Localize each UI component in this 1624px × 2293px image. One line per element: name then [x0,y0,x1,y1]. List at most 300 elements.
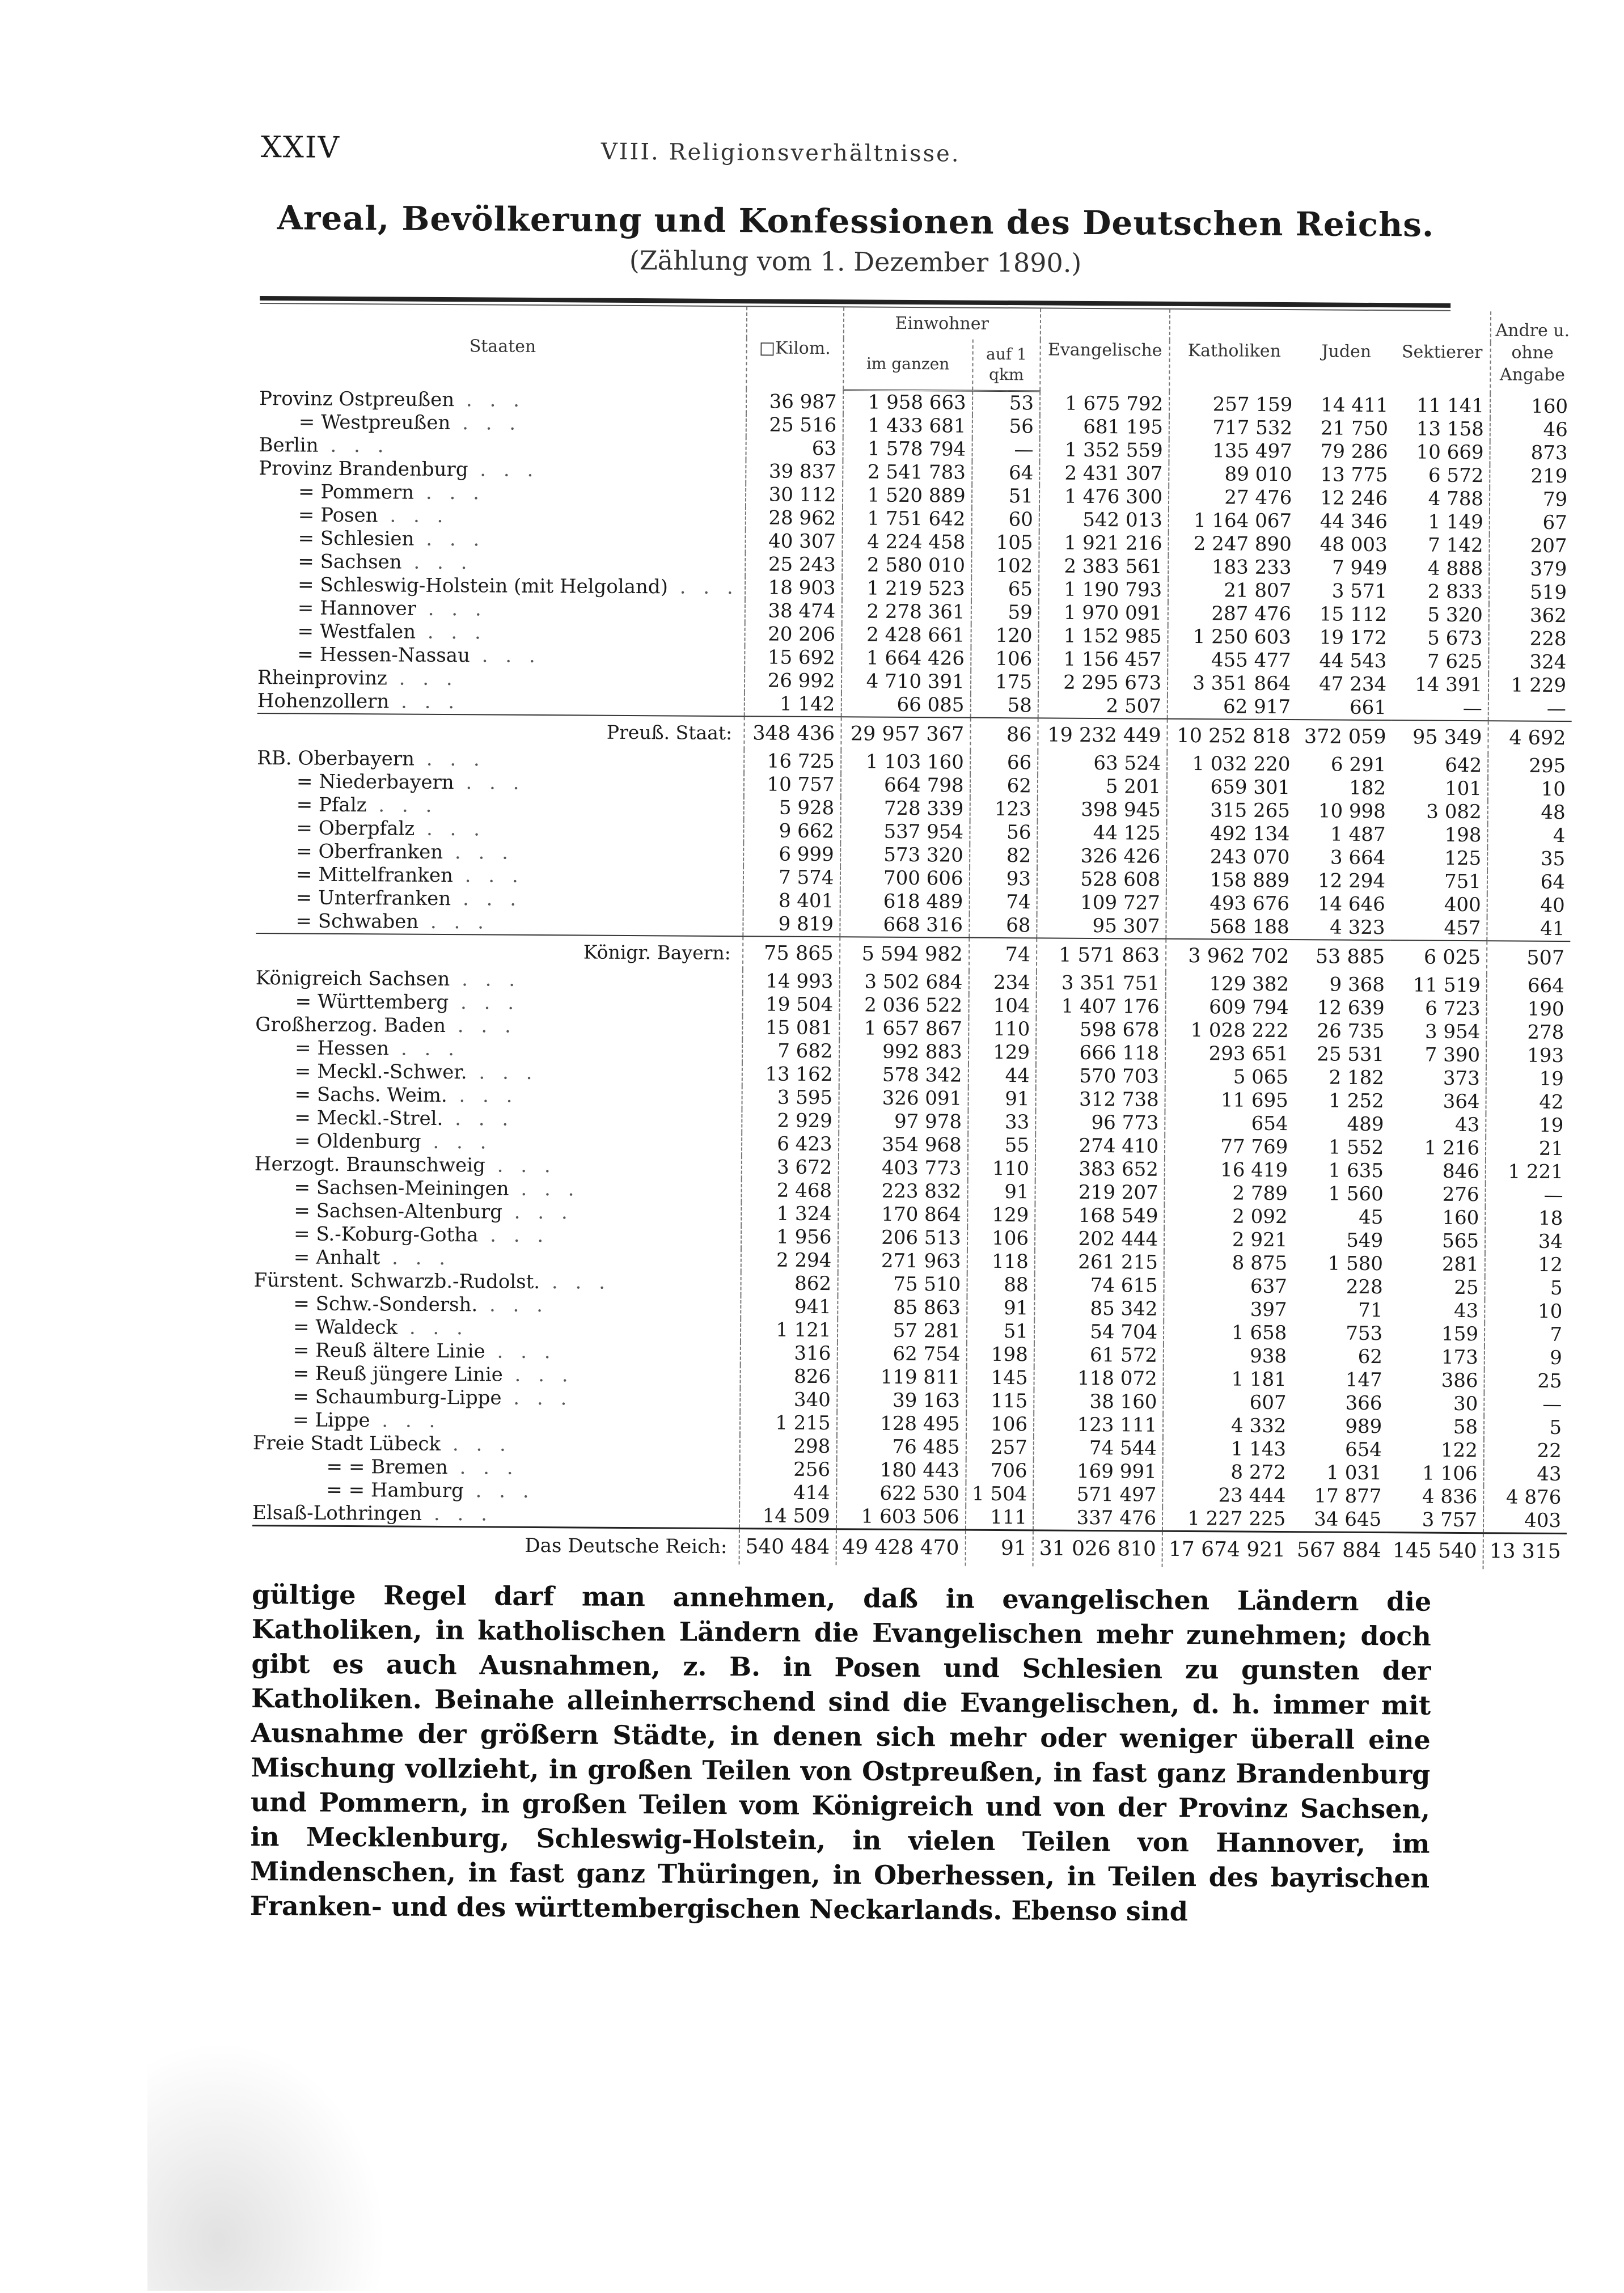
cell-evangelische: 219 207 [1035,1181,1164,1204]
grand-total-row [252,1525,1567,1569]
leader-dots: . . . [449,991,520,1015]
cell-evangelische: 1 156 457 [1038,648,1168,671]
cell-qkm: 6 423 [742,1132,839,1156]
state-name: = Reuß jüngere Linie [293,1362,503,1386]
cell-evangelische: 598 678 [1036,1018,1165,1042]
state-name: = Meckl.-Schwer. [294,1060,467,1084]
cell-einwohner: 326 091 [839,1086,968,1110]
cell-einwohner: 5 594 982 [840,937,969,971]
state-name: Freie Stadt Lübeck [252,1432,441,1456]
state-name: = Schwaben [295,909,419,934]
cell-andere: 10 [1488,777,1571,801]
cell-juden: 1 252 [1329,1089,1384,1113]
cell-andere: — [1488,697,1572,721]
leader-dots: . . . [450,968,521,992]
col-sektierer: Sektierer [1401,342,1483,363]
cell-katholiken: 27 476 [1169,486,1297,510]
cell-qkm: 14 993 [742,970,839,993]
cell-evangelische: 2 295 673 [1038,671,1168,695]
cell-dichte: 110 [969,1017,1037,1041]
cell-sektierer: 6 723 [1425,997,1481,1021]
state-name: = Hessen-Nassau [297,643,471,667]
cell-sektierer: 6 572 [1428,464,1484,488]
cell-qkm: 340 [740,1388,837,1412]
cell-evangelische: 666 118 [1036,1041,1165,1065]
cell-evangelische: 1 352 559 [1039,438,1169,462]
cell-qkm: 298 [739,1435,836,1458]
state-name-cell [255,990,742,1016]
cell-juden: 753 [1346,1322,1383,1346]
cell-einwohner: 4 710 391 [841,670,971,693]
cell-andere: 207 [1489,534,1572,558]
cell-qkm: 316 [740,1342,837,1365]
cell-dichte: 175 [971,670,1039,694]
document-page [249,130,1570,1931]
cell-dichte: 66 [970,751,1038,775]
state-name-cell [254,1246,741,1272]
leader-dots: . . . [397,1316,469,1340]
cell-andere: 25 [1484,1369,1567,1393]
cell-sektierer: 122 [1440,1439,1478,1462]
cell-sektierer: 5 320 [1427,603,1483,627]
cell-einwohner: 728 339 [840,797,970,820]
cell-juden: 1 580 [1327,1252,1384,1276]
cell-dichte: 53 [972,391,1041,415]
cell-dichte: 33 [968,1110,1036,1134]
cell-einwohner: 573 320 [840,843,970,867]
cell-katholiken: 16 419 [1165,1158,1293,1182]
cell-einwohner: 1 657 867 [839,1017,969,1040]
leader-dots: . . . [415,817,486,841]
state-name: = Hessen [294,1036,390,1060]
cell-sektierer: 3 954 [1424,1020,1481,1044]
state-name-cell [255,1036,742,1063]
cell-juden: 15 112 [1319,603,1388,627]
cell-einwohner: 97 978 [839,1110,968,1133]
leader-dots: . . . [389,690,460,714]
cell-dichte: 706 [966,1459,1034,1483]
col-qkilom: □Kilom. [746,307,844,390]
col-katholiken: Katholiken [1169,310,1299,393]
cell-juden: 1 635 [1328,1159,1384,1183]
cell-dichte: 82 [970,844,1038,868]
cell-qkm: 13 162 [742,1063,839,1086]
leader-dots: . . . [463,1479,535,1503]
cell-einwohner: 128 495 [837,1412,966,1436]
cell-andere: 43 [1483,1462,1567,1486]
state-name-cell [257,793,744,819]
cell-sektierer: 4 836 [1422,1485,1478,1509]
cell-juden: 372 059 [1296,720,1392,754]
cell-dichte: 86 [970,717,1038,751]
cell-katholiken: 607 [1163,1391,1292,1415]
cell-evangelische: 571 497 [1033,1483,1162,1507]
cell-katholiken: 2 247 890 [1169,532,1297,556]
table-subtitle: (Zählung vom 1. Dezember 1890.) [629,244,1082,278]
cell-andere: — [1485,1183,1568,1207]
state-name-cell [255,1106,742,1132]
cell-dichte: 91 [968,1087,1036,1111]
table-body [252,386,1574,1569]
cell-einwohner: 1 664 426 [841,646,971,670]
cell-einwohner: 664 798 [840,773,970,797]
leader-dots: . . . [416,597,487,621]
cell-katholiken: 717 532 [1169,416,1298,440]
cell-einwohner: 4 224 458 [842,530,971,554]
cell-katholiken: 1 658 [1164,1321,1292,1345]
cell-evangelische: 74 544 [1034,1436,1163,1460]
cell-evangelische: 63 524 [1038,751,1167,775]
cell-andere: 35 [1487,847,1571,871]
cell-sektierer: 4 788 [1428,487,1484,511]
state-name: = Sachsen-Meiningen [294,1176,509,1200]
cell-sektierer: 13 158 [1416,417,1484,441]
cell-dichte: 59 [971,600,1039,624]
cell-evangelische: 1 970 091 [1039,601,1168,625]
cell-katholiken: 89 010 [1169,463,1297,486]
cell-katholiken: 158 889 [1166,869,1295,892]
leader-dots: . . . [509,1177,580,1201]
cell-qkm: 2 468 [741,1179,838,1203]
state-name: Hohenzollern [257,689,390,713]
cell-qkm: 9 662 [743,819,840,843]
cell-dichte: 74 [969,890,1037,914]
state-name: Fürstent. Schwarzb.-Rudolst. [253,1269,540,1294]
cell-juden: 1 487 [1330,823,1386,847]
cell-andere: 18 [1485,1207,1568,1230]
leader-dots: . . . [418,911,490,934]
cell-katholiken: 938 [1164,1344,1292,1368]
cell-dichte: — [972,438,1040,462]
cell-qkm: 941 [741,1295,838,1319]
state-name-cell [259,457,746,483]
cell-dichte: 62 [970,774,1038,798]
running-head [261,130,1452,183]
cell-qkm: 2 294 [741,1249,838,1272]
cell-juden: 654 [1344,1439,1382,1462]
leader-dots: . . . [318,434,390,458]
state-name: = Schlesien [298,527,415,551]
cell-sektierer: 4 888 [1427,557,1483,581]
cell-evangelische: 1 675 792 [1040,391,1169,416]
cell-juden: 45 [1359,1206,1384,1229]
state-name: = Württemberg [295,990,449,1014]
cell-katholiken: 1 028 222 [1165,1019,1294,1043]
cell-andere: 34 [1485,1230,1568,1254]
cell-andere: 295 [1488,754,1571,778]
scan-shadow [147,2041,386,2291]
leader-dots: . . . [452,864,524,888]
cell-evangelische: 542 013 [1039,508,1169,532]
cell-katholiken: 1 032 220 [1167,752,1296,776]
state-name: = = Hamburg [326,1479,464,1503]
cell-sektierer: 11 519 [1412,974,1481,997]
state-name: = Sachsen [298,550,402,574]
state-name: = Pfalz [296,793,367,817]
cell-andere: 9 [1485,1346,1568,1370]
cell-einwohner: 57 281 [838,1319,967,1343]
cell-katholiken: 5 065 [1165,1065,1294,1089]
cell-andere: 13 315 [1483,1533,1567,1569]
cell-dichte: 104 [969,994,1037,1018]
cell-andere: 190 [1486,997,1570,1021]
leader-dots: . . . [447,1456,519,1480]
cell-evangelische: 123 111 [1034,1413,1163,1437]
cell-einwohner: 2 428 661 [841,623,971,647]
leader-dots: . . . [454,388,526,412]
cell-sektierer: 2 833 [1427,580,1483,604]
cell-katholiken: 654 [1165,1112,1293,1136]
cell-evangelische: 202 444 [1035,1227,1164,1251]
cell-dichte: 60 [971,507,1039,531]
state-name-cell [256,863,743,889]
state-name-cell [255,1083,742,1109]
cell-katholiken: 2 789 [1165,1182,1293,1205]
cell-juden: 1 560 [1328,1182,1384,1206]
section-heading: VIII. Religionsverhältnisse. [600,138,961,167]
cell-andere: 403 [1483,1509,1567,1533]
cell-andere: 67 [1490,511,1573,535]
cell-andere: — [1484,1393,1567,1416]
cell-dichte: 102 [971,554,1039,578]
cell-qkm: 25 243 [745,553,842,577]
state-name-cell [256,967,743,993]
cell-juden: 228 [1346,1276,1383,1299]
cell-qkm: 5 928 [743,796,840,820]
cell-qkm: 20 206 [745,623,841,646]
cell-einwohner: 992 883 [839,1040,969,1064]
cell-einwohner: 66 085 [841,693,970,717]
cell-sektierer: 281 [1441,1253,1479,1276]
cell-evangelische: 54 704 [1034,1320,1164,1344]
cell-einwohner: 1 603 506 [836,1505,965,1530]
state-name-cell [256,909,743,936]
cell-dichte: 51 [967,1319,1035,1343]
state-name-cell [259,480,746,506]
state-name-cell [254,1199,741,1225]
cell-sektierer: 58 [1453,1416,1478,1439]
cell-qkm: 862 [741,1272,838,1296]
cell-evangelische: 398 945 [1038,798,1167,822]
cell-einwohner: 49 428 470 [836,1529,966,1566]
state-name-cell [257,689,745,716]
cell-sektierer: 565 [1442,1230,1479,1253]
cell-evangelische: 168 549 [1035,1204,1164,1228]
state-name-cell [256,886,743,912]
cell-katholiken: 1 164 067 [1169,509,1297,533]
leader-dots: . . . [502,1200,573,1224]
cell-einwohner: 1 103 160 [841,750,970,774]
state-name-cell [259,504,746,530]
cell-andere: 5 [1485,1276,1568,1300]
col-evangelische: Evangelische [1040,308,1170,392]
state-name: = Oldenburg [294,1129,421,1154]
cell-einwohner: 2 580 010 [842,553,971,577]
cell-sektierer: 1 149 [1428,510,1483,534]
state-name-cell [252,1501,739,1529]
cell-andere: 507 [1487,941,1570,975]
leader-dots: . . . [667,576,739,599]
state-name-cell [254,1176,741,1202]
cell-einwohner: 76 485 [836,1435,966,1459]
leader-dots: . . . [366,794,438,818]
cell-sektierer: 3 082 [1426,800,1482,824]
cell-andere: 12 [1485,1253,1568,1277]
cell-katholiken: 10 252 818 [1167,719,1296,753]
state-name-cell [253,1269,741,1295]
cell-evangelische: 118 072 [1034,1367,1163,1390]
cell-andere: 362 [1489,604,1572,628]
leader-dots: . . . [451,887,522,911]
cell-katholiken: 659 301 [1167,776,1296,799]
cell-sektierer: 145 540 [1387,1532,1483,1569]
cell-sektierer: 373 [1443,1067,1480,1090]
cell-katholiken: 11 695 [1165,1089,1294,1112]
cell-qkm: 9 819 [743,912,840,937]
state-name-cell [255,1060,742,1086]
cell-sektierer: — [1462,697,1482,720]
cell-katholiken: 2 092 [1164,1205,1293,1229]
cell-einwohner: 618 489 [840,890,969,913]
cell-sektierer: 457 [1444,917,1481,940]
col-einwohner-density: auf 1 qkm [972,340,1041,391]
cell-sektierer: 1 106 [1422,1462,1478,1486]
cell-einwohner: 700 606 [840,866,969,890]
state-name-cell [252,1455,739,1481]
cell-evangelische: 1 476 300 [1039,485,1169,509]
state-name-cell [258,527,745,553]
cell-qkm: 348 436 [744,716,841,750]
cell-juden: 10 998 [1318,799,1386,823]
state-name-cell [257,770,744,796]
state-name-cell [253,1339,741,1365]
cell-juden: 1 552 [1328,1136,1384,1160]
cell-juden: 489 [1347,1113,1384,1136]
cell-qkm: 1 956 [741,1225,838,1249]
cell-qkm: 39 837 [746,460,843,484]
col-einwohner-group: Einwohner [843,307,1041,340]
cell-katholiken: 8 272 [1163,1461,1292,1484]
cell-evangelische: 1 921 216 [1039,531,1168,555]
cell-qkm: 19 504 [742,993,839,1017]
state-name: = Lippe [292,1408,370,1432]
leader-dots: . . . [414,527,485,551]
cell-andere: 160 [1490,394,1574,418]
cell-juden: 2 182 [1329,1066,1385,1090]
cell-qkm: 826 [740,1365,837,1389]
cell-sektierer: 642 [1445,754,1482,777]
leader-dots: . . . [478,1224,549,1247]
cell-sektierer: 25 [1454,1276,1479,1300]
cell-dichte: 51 [972,484,1040,508]
cell-juden: 34 645 [1314,1508,1382,1532]
cell-sektierer: 198 [1444,824,1482,847]
confession-table [252,304,1574,1569]
cell-dichte: 120 [971,624,1039,648]
state-name-cell [259,434,746,460]
cell-qkm: 30 112 [746,483,843,507]
cell-sektierer: 125 [1444,847,1482,870]
cell-juden: 3 571 [1331,579,1388,603]
cell-andere: 22 [1484,1439,1567,1463]
cell-evangelische: 44 125 [1037,821,1166,845]
cell-juden: 44 346 [1320,510,1388,534]
col-juden: Juden [1321,341,1372,362]
cell-katholiken: 2 921 [1164,1228,1293,1252]
cell-evangelische: 274 410 [1035,1134,1165,1158]
leader-dots: . . . [467,1061,538,1085]
cell-dichte: 58 [970,693,1038,718]
cell-andere: 19 [1486,1067,1570,1091]
cell-katholiken: 287 476 [1168,602,1297,626]
state-name-cell [257,643,745,669]
cell-juden: 47 234 [1319,672,1387,696]
leader-dots: . . . [539,1271,611,1294]
state-name-cell [254,1222,741,1249]
leader-dots: . . . [440,1433,512,1457]
cell-qkm: 256 [739,1458,836,1482]
leader-dots: . . . [443,1107,514,1131]
leader-dots: . . . [414,481,485,505]
cell-evangelische: 1 571 863 [1037,938,1166,972]
cell-qkm: 2 929 [742,1109,839,1133]
state-name-cell [253,1385,740,1411]
cell-qkm: 75 865 [743,936,840,970]
cell-andere: 278 [1486,1021,1570,1044]
state-name: Provinz Ostpreußen [259,387,455,411]
state-name-cell [255,1013,742,1039]
leader-dots: . . . [447,1084,518,1108]
state-name-cell [259,411,746,437]
cell-evangelische: 383 652 [1035,1157,1165,1181]
cell-andere: 873 [1490,441,1573,465]
leader-dots: . . . [477,1293,549,1317]
state-name: = S.-Koburg-Gotha [293,1222,479,1247]
state-name: = Sachsen-Altenburg [294,1199,503,1224]
state-name: = Reuß ältere Linie [293,1339,485,1363]
cell-katholiken: 17 674 921 [1162,1531,1292,1568]
state-name: = Mittelfranken [295,863,454,887]
cell-andere: 42 [1486,1090,1569,1114]
state-name: Elsaß-Lothringen [252,1501,422,1526]
cell-katholiken: 21 807 [1168,579,1297,603]
cell-juden: 25 531 [1317,1043,1385,1067]
state-name: = Pommern [298,480,415,504]
cell-katholiken: 8 875 [1164,1251,1293,1275]
cell-andere: 5 [1484,1416,1567,1440]
cell-juden: 21 750 [1320,417,1389,441]
cell-katholiken: 1 143 [1163,1437,1292,1461]
col-einwohner-total: im ganzen [843,339,973,391]
state-name-cell [258,596,745,623]
cell-evangelische: 61 572 [1034,1343,1164,1367]
leader-dots: . . . [445,1014,517,1038]
leader-dots: . . . [378,504,449,528]
cell-dichte: 129 [969,1040,1037,1064]
cell-dichte: 118 [967,1250,1035,1274]
cell-evangelische: 312 738 [1035,1088,1165,1111]
state-name: Provinz Brandenburg [259,457,468,481]
cell-dichte: 64 [972,461,1040,485]
cell-juden: 14 646 [1317,892,1385,916]
cell-dichte: 198 [966,1343,1034,1367]
cell-sektierer: 101 [1444,777,1482,801]
cell-einwohner: 578 342 [839,1063,968,1087]
state-name: = Schw.-Sondersh. [293,1292,478,1317]
cell-dichte: 68 [969,913,1037,938]
cell-andere: 519 [1489,581,1572,604]
cell-sektierer: 7 390 [1424,1043,1481,1067]
